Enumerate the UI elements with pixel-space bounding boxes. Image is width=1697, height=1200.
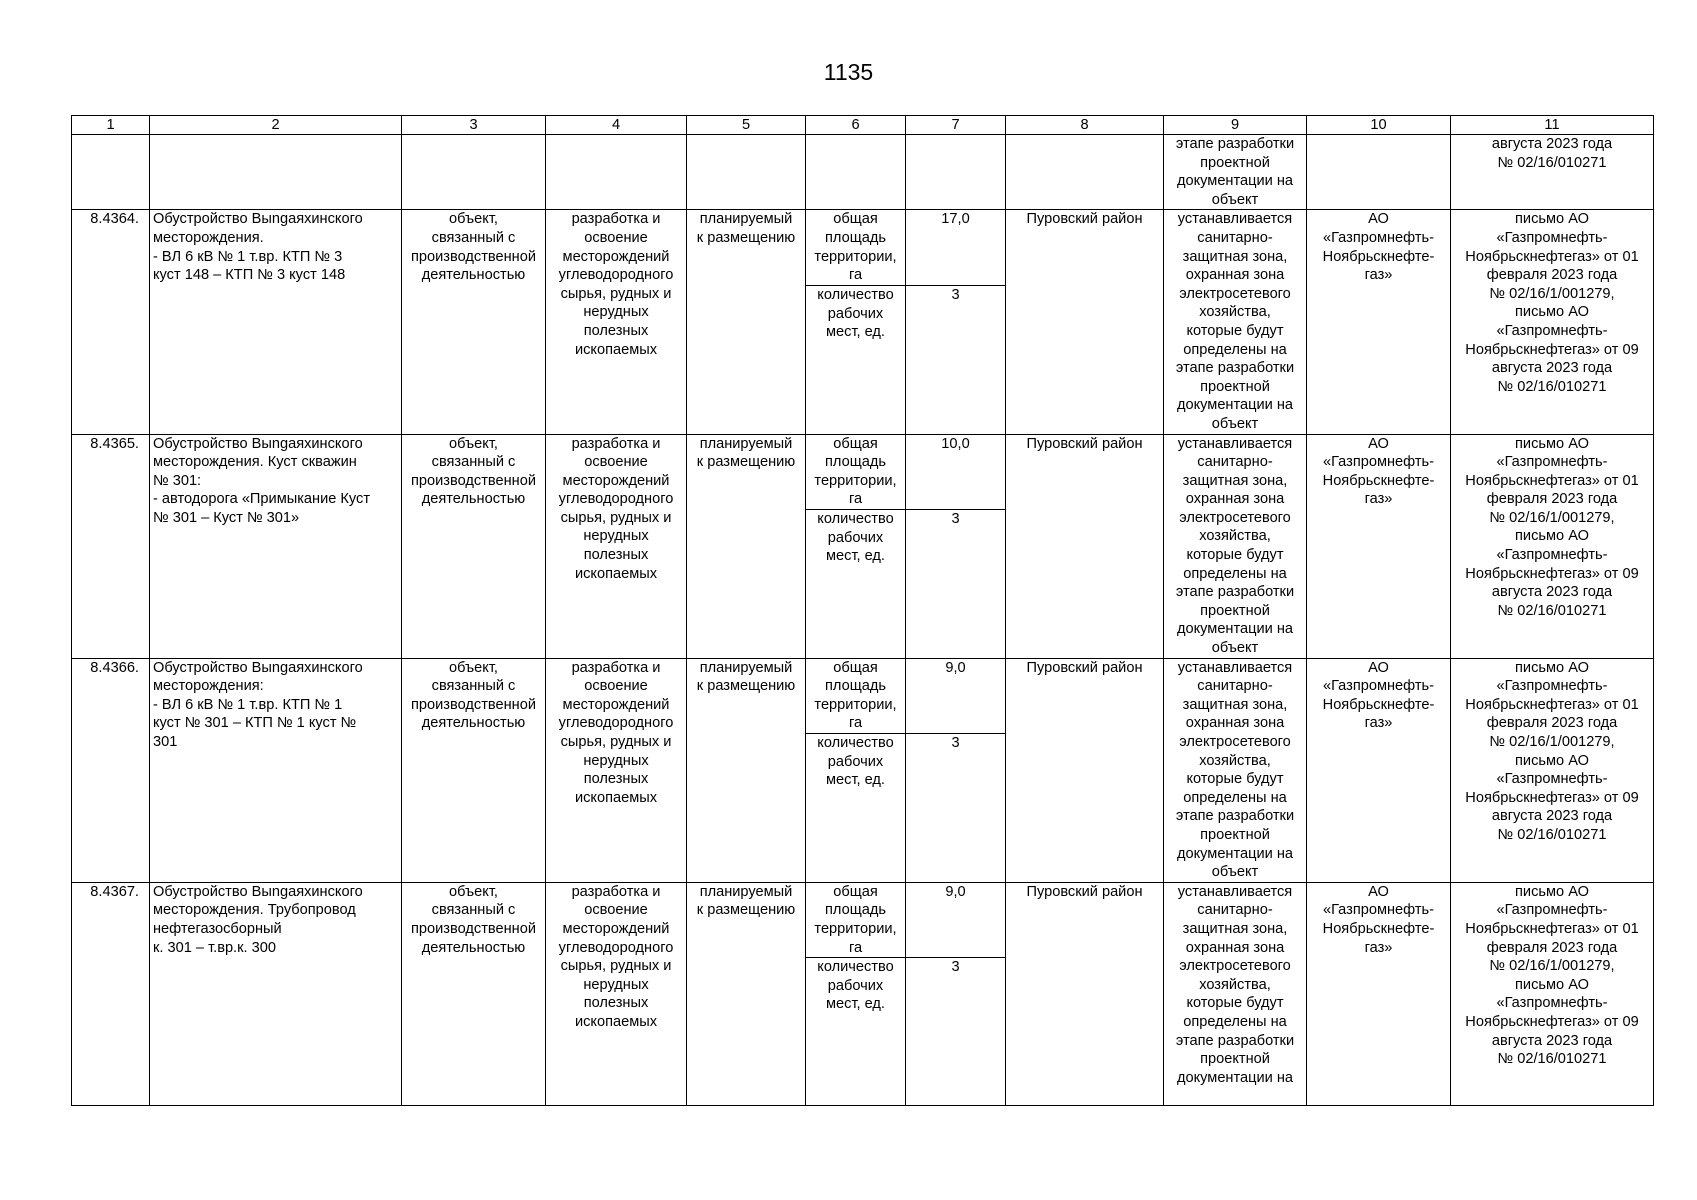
cell-line: электросетевого [1179, 958, 1291, 975]
cell-line: «Газпромнефть- [1496, 902, 1608, 919]
cell-line: августа 2023 года [1491, 360, 1613, 377]
cell-line: полезных [583, 995, 649, 1012]
cell-line: нерудных [583, 752, 649, 769]
cell-line: проектной [1200, 378, 1270, 395]
cell-line: га [848, 939, 863, 956]
cell-line: письмо АО [1515, 304, 1589, 321]
cell-line: к размещению [696, 678, 796, 695]
cell-line: ископаемых [574, 341, 658, 358]
column-number-8: 8 [1006, 116, 1164, 135]
cell-line: санитарно- [1197, 678, 1273, 695]
object-type [402, 882, 546, 1105]
cell-line: освоение [584, 902, 648, 919]
cell-line: которые будут [1186, 995, 1284, 1012]
cell-line: санитарно- [1197, 454, 1273, 471]
cell-line: месторождения. Куст скважин [153, 454, 357, 471]
registry-table [71, 115, 1654, 1106]
cell-line: хозяйства, [1199, 528, 1271, 545]
cell-line: определены на [1183, 565, 1287, 582]
cell-line: АО [1368, 659, 1389, 676]
object-name [150, 882, 402, 1105]
cell-line: углеводородного [558, 491, 674, 508]
cell-line: «Газпромнефть- [1496, 454, 1608, 471]
parameter-area-label [806, 658, 906, 734]
cell-line: защитная зона, [1182, 696, 1288, 713]
cell-line: письмо АО [1515, 976, 1589, 993]
cell-line: «Газпромнефть- [1322, 454, 1435, 471]
cell-line: полезных [583, 322, 649, 339]
cell-line: сырья, рудных и [560, 285, 672, 302]
parameter-area-value: 10,0 [906, 434, 1006, 510]
cell-line: которые будут [1186, 547, 1284, 564]
cell-line: февраля 2023 года [1486, 715, 1618, 732]
cell-line: Ноябрьскнефте- [1322, 696, 1435, 713]
cell-line: мест, ед. [826, 548, 885, 565]
parameter-area-label [806, 882, 906, 957]
cell-line: № 301 – Куст № 301» [153, 509, 300, 526]
cell-line: № 02/16/010271 [1497, 1051, 1607, 1068]
cell-line: га [848, 491, 863, 508]
cell-line: № 02/16/010271 [1497, 826, 1607, 843]
cell-line: освоение [584, 678, 648, 695]
cell-line: общая [833, 211, 878, 228]
cell-line: Обустройство Выngaяхинского [153, 659, 363, 676]
zone-description [1164, 434, 1307, 658]
cell-line: нерудных [583, 304, 649, 321]
cell-line: площадь [825, 678, 886, 695]
cell-line: этапе разработки [1175, 808, 1295, 825]
cell-line: углеводородного [558, 715, 674, 732]
cell-line: АО [1368, 211, 1389, 228]
cell-line: хозяйства, [1199, 752, 1271, 769]
parameter-area-label [806, 210, 906, 286]
empty-cell [1006, 135, 1164, 210]
empty-cell [1307, 135, 1451, 210]
cell-line: № 02/16/1/001279, [1489, 285, 1615, 302]
cell-line: газ» [1364, 715, 1393, 732]
cell-line: общая [833, 659, 878, 676]
object-type [402, 434, 546, 658]
cell-line: месторождения: [153, 678, 264, 695]
cell-line: углеводородного [558, 267, 674, 284]
cell-line: Ноябрьскнефтегаз» от 09 [1465, 789, 1639, 806]
object-status [687, 434, 806, 658]
cell-line: охранная зона [1185, 715, 1285, 732]
cell-line: устанавливается [1177, 883, 1293, 900]
cell-line: деятельностью [421, 939, 526, 956]
cell-line: территории, [814, 920, 897, 937]
basis-documents [1451, 882, 1654, 1105]
cell-line: к. 301 – т.вр.к. 300 [153, 939, 276, 956]
cell-line: газ» [1364, 491, 1393, 508]
cell-line: санитарно- [1197, 902, 1273, 919]
object-purpose [546, 210, 687, 434]
cell-line: устанавливается [1177, 435, 1293, 452]
cell-line: к размещению [696, 902, 796, 919]
column-number-4: 4 [546, 116, 687, 135]
cell-line: Ноябрьскнефтегаз» от 01 [1465, 472, 1639, 489]
cell-line: «Газпромнефть- [1322, 229, 1435, 246]
cell-line: «Газпромнефть- [1322, 678, 1435, 695]
cell-line: № 02/16/1/001279, [1489, 509, 1615, 526]
cell-line: нерудных [583, 976, 649, 993]
continuation-basis [1451, 135, 1654, 210]
cell-line: объект, [449, 659, 498, 676]
organization [1307, 882, 1451, 1105]
cell-line: Ноябрьскнефтегаз» от 09 [1465, 341, 1639, 358]
cell-line: га [848, 267, 863, 284]
object-location: Пуровский район [1006, 658, 1164, 882]
cell-line: газ» [1364, 939, 1393, 956]
record-number: 8.4364. [72, 210, 150, 434]
cell-line: Ноябрьскнефтегаз» от 09 [1465, 1013, 1639, 1030]
cell-line: устанавливается [1177, 659, 1293, 676]
cell-line: устанавливается [1177, 211, 1293, 228]
cell-line: полезных [583, 547, 649, 564]
cell-line: полезных [583, 771, 649, 788]
cell-line: объект [1211, 191, 1259, 208]
parameter-jobs-value: 3 [906, 958, 1006, 1106]
cell-line: этапе разработки [1175, 136, 1295, 152]
cell-line: количество [817, 511, 894, 528]
column-number-5: 5 [687, 116, 806, 135]
continuation-zone [1164, 135, 1307, 210]
cell-line: месторождения. [153, 229, 264, 246]
page-number: 1135 [823, 59, 874, 85]
object-location: Пуровский район [1006, 434, 1164, 658]
cell-line: «Газпромнефть- [1496, 771, 1608, 788]
cell-line: мест, ед. [826, 324, 885, 341]
cell-line: деятельностью [421, 491, 526, 508]
cell-line: № 02/16/1/001279, [1489, 734, 1615, 750]
cell-line: нерудных [583, 528, 649, 545]
cell-line: Ноябрьскнефтегаз» от 01 [1465, 248, 1639, 265]
cell-line: охранная зона [1185, 491, 1285, 508]
cell-line: электросетевого [1179, 285, 1291, 302]
zone-description [1164, 882, 1307, 1105]
object-status [687, 882, 806, 1105]
cell-line: ископаемых [574, 565, 658, 582]
cell-line: № 301: [153, 472, 202, 489]
cell-line: этапе разработки [1175, 360, 1295, 377]
parameter-jobs-label [806, 286, 906, 435]
cell-line: разработка и [571, 435, 661, 452]
zone-description [1164, 210, 1307, 434]
organization [1307, 434, 1451, 658]
empty-cell [402, 135, 546, 210]
cell-line: связанный с [431, 902, 516, 919]
cell-line: документации на [1176, 397, 1294, 414]
cell-line: сырья, рудных и [560, 734, 672, 750]
object-location: Пуровский район [1006, 882, 1164, 1105]
cell-line: «Газпромнефть- [1496, 547, 1608, 564]
cell-line: защитная зона, [1182, 920, 1288, 937]
cell-line: письмо АО [1515, 883, 1589, 900]
cell-line: объект [1211, 415, 1259, 432]
cell-line: разработка и [571, 211, 661, 228]
empty-cell [72, 135, 150, 210]
cell-line: февраля 2023 года [1486, 267, 1618, 284]
empty-cell [806, 135, 906, 210]
cell-line: общая [833, 435, 878, 452]
cell-line: электросетевого [1179, 734, 1291, 750]
cell-line: - ВЛ 6 кВ № 1 т.вр. КТП № 1 [153, 696, 343, 713]
cell-line: объект [1211, 640, 1259, 657]
parameter-area-value: 9,0 [906, 882, 1006, 957]
cell-line: сырья, рудных и [560, 958, 672, 975]
object-status [687, 210, 806, 434]
object-type [402, 658, 546, 882]
cell-line: планируемый [699, 883, 793, 900]
cell-line: рабочих [827, 305, 884, 322]
cell-line: связанный с [431, 454, 516, 471]
cell-line: га [848, 715, 863, 732]
cell-line: территории, [814, 472, 897, 489]
cell-line: объект [1211, 864, 1259, 881]
cell-line: проектной [1200, 154, 1270, 171]
column-number-6: 6 [806, 116, 906, 135]
cell-line: «Газпромнефть- [1496, 322, 1608, 339]
cell-line: рабочих [827, 753, 884, 770]
cell-line: сырья, рудных и [560, 509, 672, 526]
cell-line: к размещению [696, 229, 796, 246]
parameter-area-value: 17,0 [906, 210, 1006, 286]
continuation-row [72, 135, 1654, 210]
cell-line: ископаемых [574, 789, 658, 806]
cell-line: документации на [1176, 1069, 1294, 1086]
cell-line: площадь [825, 454, 886, 471]
cell-line: рабочих [827, 977, 884, 994]
cell-line: к размещению [696, 454, 796, 471]
cell-line: № 02/16/1/001279, [1489, 958, 1615, 975]
cell-line: деятельностью [421, 715, 526, 732]
cell-line: куст № 301 – КТП № 1 куст № [153, 715, 357, 732]
cell-line: проектной [1200, 826, 1270, 843]
cell-line: письмо АО [1515, 528, 1589, 545]
cell-line: августа 2023 года [1491, 808, 1613, 825]
cell-line: освоение [584, 454, 648, 471]
column-number-11: 11 [1451, 116, 1654, 135]
cell-line: АО [1368, 883, 1389, 900]
cell-line: № 02/16/010271 [1497, 602, 1607, 619]
cell-line: письмо АО [1515, 752, 1589, 769]
cell-line: углеводородного [558, 939, 674, 956]
table-row [72, 210, 1654, 286]
cell-line: хозяйства, [1199, 304, 1271, 321]
parameter-area-label [806, 434, 906, 510]
cell-line: августа 2023 года [1491, 1032, 1613, 1049]
cell-line: этапе разработки [1175, 584, 1295, 601]
cell-line: освоение [584, 229, 648, 246]
object-type [402, 210, 546, 434]
cell-line: 301 [153, 734, 178, 750]
parameter-jobs-label [806, 734, 906, 883]
organization [1307, 210, 1451, 434]
cell-line: объект, [449, 435, 498, 452]
cell-line: деятельностью [421, 267, 526, 284]
table-row [72, 434, 1654, 510]
cell-line: Ноябрьскнефтегаз» от 09 [1465, 565, 1639, 582]
cell-line: месторождений [562, 248, 670, 265]
cell-line: разработка и [571, 659, 661, 676]
header-row [72, 116, 1654, 135]
empty-cell [546, 135, 687, 210]
parameter-jobs-value: 3 [906, 734, 1006, 883]
cell-line: месторождений [562, 920, 670, 937]
cell-line: февраля 2023 года [1486, 939, 1618, 956]
basis-documents [1451, 434, 1654, 658]
cell-line: производственной [411, 920, 536, 937]
cell-line: объект, [449, 211, 498, 228]
cell-line: планируемый [699, 435, 793, 452]
cell-line: месторождений [562, 696, 670, 713]
cell-line: нефтегазосборный [153, 920, 282, 937]
cell-line: Обустройство Выngaяхинского [153, 211, 363, 228]
cell-line: месторождения. Трубопровод [153, 902, 356, 919]
cell-line: августа 2023 года [1491, 584, 1613, 601]
cell-line: планируемый [699, 211, 793, 228]
cell-line: мест, ед. [826, 772, 885, 789]
object-status [687, 658, 806, 882]
parameter-jobs-value: 3 [906, 286, 1006, 435]
object-purpose [546, 882, 687, 1105]
empty-cell [150, 135, 402, 210]
cell-line: «Газпромнефть- [1496, 229, 1608, 246]
cell-line: «Газпромнефть- [1322, 902, 1435, 919]
cell-line: АО [1368, 435, 1389, 452]
cell-line: августа 2023 года [1491, 136, 1613, 152]
cell-line: этапе разработки [1175, 1032, 1295, 1049]
cell-line: территории, [814, 696, 897, 713]
cell-line: которые будут [1186, 771, 1284, 788]
basis-documents [1451, 658, 1654, 882]
cell-line: которые будут [1186, 322, 1284, 339]
column-number-1: 1 [72, 116, 150, 135]
parameter-area-value: 9,0 [906, 658, 1006, 734]
cell-line: Ноябрьскнефтегаз» от 01 [1465, 696, 1639, 713]
object-location: Пуровский район [1006, 210, 1164, 434]
cell-line: рабочих [827, 529, 884, 546]
column-number-3: 3 [402, 116, 546, 135]
cell-line: количество [817, 735, 894, 752]
cell-line: охранная зона [1185, 267, 1285, 284]
cell-line: Ноябрьскнефтегаз» от 01 [1465, 920, 1639, 937]
object-name [150, 434, 402, 658]
cell-line: № 02/16/010271 [1497, 378, 1607, 395]
cell-line: документации на [1176, 173, 1294, 190]
empty-cell [906, 135, 1006, 210]
cell-line: охранная зона [1185, 939, 1285, 956]
column-number-10: 10 [1307, 116, 1451, 135]
table-body [72, 116, 1654, 1106]
cell-line: проектной [1200, 1051, 1270, 1068]
cell-line: территории, [814, 248, 897, 265]
cell-line: проектной [1200, 602, 1270, 619]
cell-line: производственной [411, 472, 536, 489]
object-name [150, 658, 402, 882]
cell-line: площадь [825, 902, 886, 919]
cell-line: защитная зона, [1182, 472, 1288, 489]
cell-line: - ВЛ 6 кВ № 1 т.вр. КТП № 3 [153, 248, 343, 265]
cell-line: письмо АО [1515, 211, 1589, 228]
cell-line: мест, ед. [826, 996, 885, 1013]
table-row [72, 658, 1654, 734]
cell-line: февраля 2023 года [1486, 491, 1618, 508]
cell-line: документации на [1176, 845, 1294, 862]
cell-line: разработка и [571, 883, 661, 900]
cell-line: электросетевого [1179, 509, 1291, 526]
basis-documents [1451, 210, 1654, 434]
cell-line: Ноябрьскнефте- [1322, 920, 1435, 937]
cell-line: определены на [1183, 1013, 1287, 1030]
cell-line: связанный с [431, 678, 516, 695]
cell-line: Обустройство Выngaяхинского [153, 883, 363, 900]
record-number: 8.4367. [72, 882, 150, 1105]
cell-line: Ноябрьскнефте- [1322, 248, 1435, 265]
cell-line: производственной [411, 248, 536, 265]
cell-line: газ» [1364, 267, 1393, 284]
organization [1307, 658, 1451, 882]
cell-line: документации на [1176, 621, 1294, 638]
cell-line: письмо АО [1515, 659, 1589, 676]
cell-line: ископаемых [574, 1013, 658, 1030]
object-purpose [546, 434, 687, 658]
cell-line: определены на [1183, 341, 1287, 358]
cell-line: Обустройство Выngaяхинского [153, 435, 363, 452]
cell-line: планируемый [699, 659, 793, 676]
column-number-2: 2 [150, 116, 402, 135]
object-name [150, 210, 402, 434]
cell-line: связанный с [431, 229, 516, 246]
cell-line: № 02/16/010271 [1497, 154, 1607, 171]
cell-line: количество [817, 287, 894, 303]
parameter-jobs-value: 3 [906, 510, 1006, 659]
cell-line: - автодорога «Примыкание Куст [153, 491, 371, 508]
record-number: 8.4365. [72, 434, 150, 658]
zone-description [1164, 658, 1307, 882]
cell-line: защитная зона, [1182, 248, 1288, 265]
cell-line: определены на [1183, 789, 1287, 806]
table-row [72, 882, 1654, 957]
cell-line: куст 148 – КТП № 3 куст 148 [153, 267, 346, 284]
empty-cell [687, 135, 806, 210]
record-number: 8.4366. [72, 658, 150, 882]
cell-line: «Газпромнефть- [1496, 678, 1608, 695]
cell-line: объект, [449, 883, 498, 900]
cell-line: общая [833, 883, 878, 900]
cell-line: «Газпромнефть- [1496, 995, 1608, 1012]
cell-line: санитарно- [1197, 229, 1273, 246]
cell-line: площадь [825, 229, 886, 246]
cell-line: количество [817, 959, 894, 976]
parameter-jobs-label [806, 958, 906, 1106]
column-number-7: 7 [906, 116, 1006, 135]
column-number-9: 9 [1164, 116, 1307, 135]
object-purpose [546, 658, 687, 882]
parameter-jobs-label [806, 510, 906, 659]
cell-line: письмо АО [1515, 435, 1589, 452]
cell-line: Ноябрьскнефте- [1322, 472, 1435, 489]
cell-line: хозяйства, [1199, 976, 1271, 993]
cell-line: производственной [411, 696, 536, 713]
cell-line: месторождений [562, 472, 670, 489]
